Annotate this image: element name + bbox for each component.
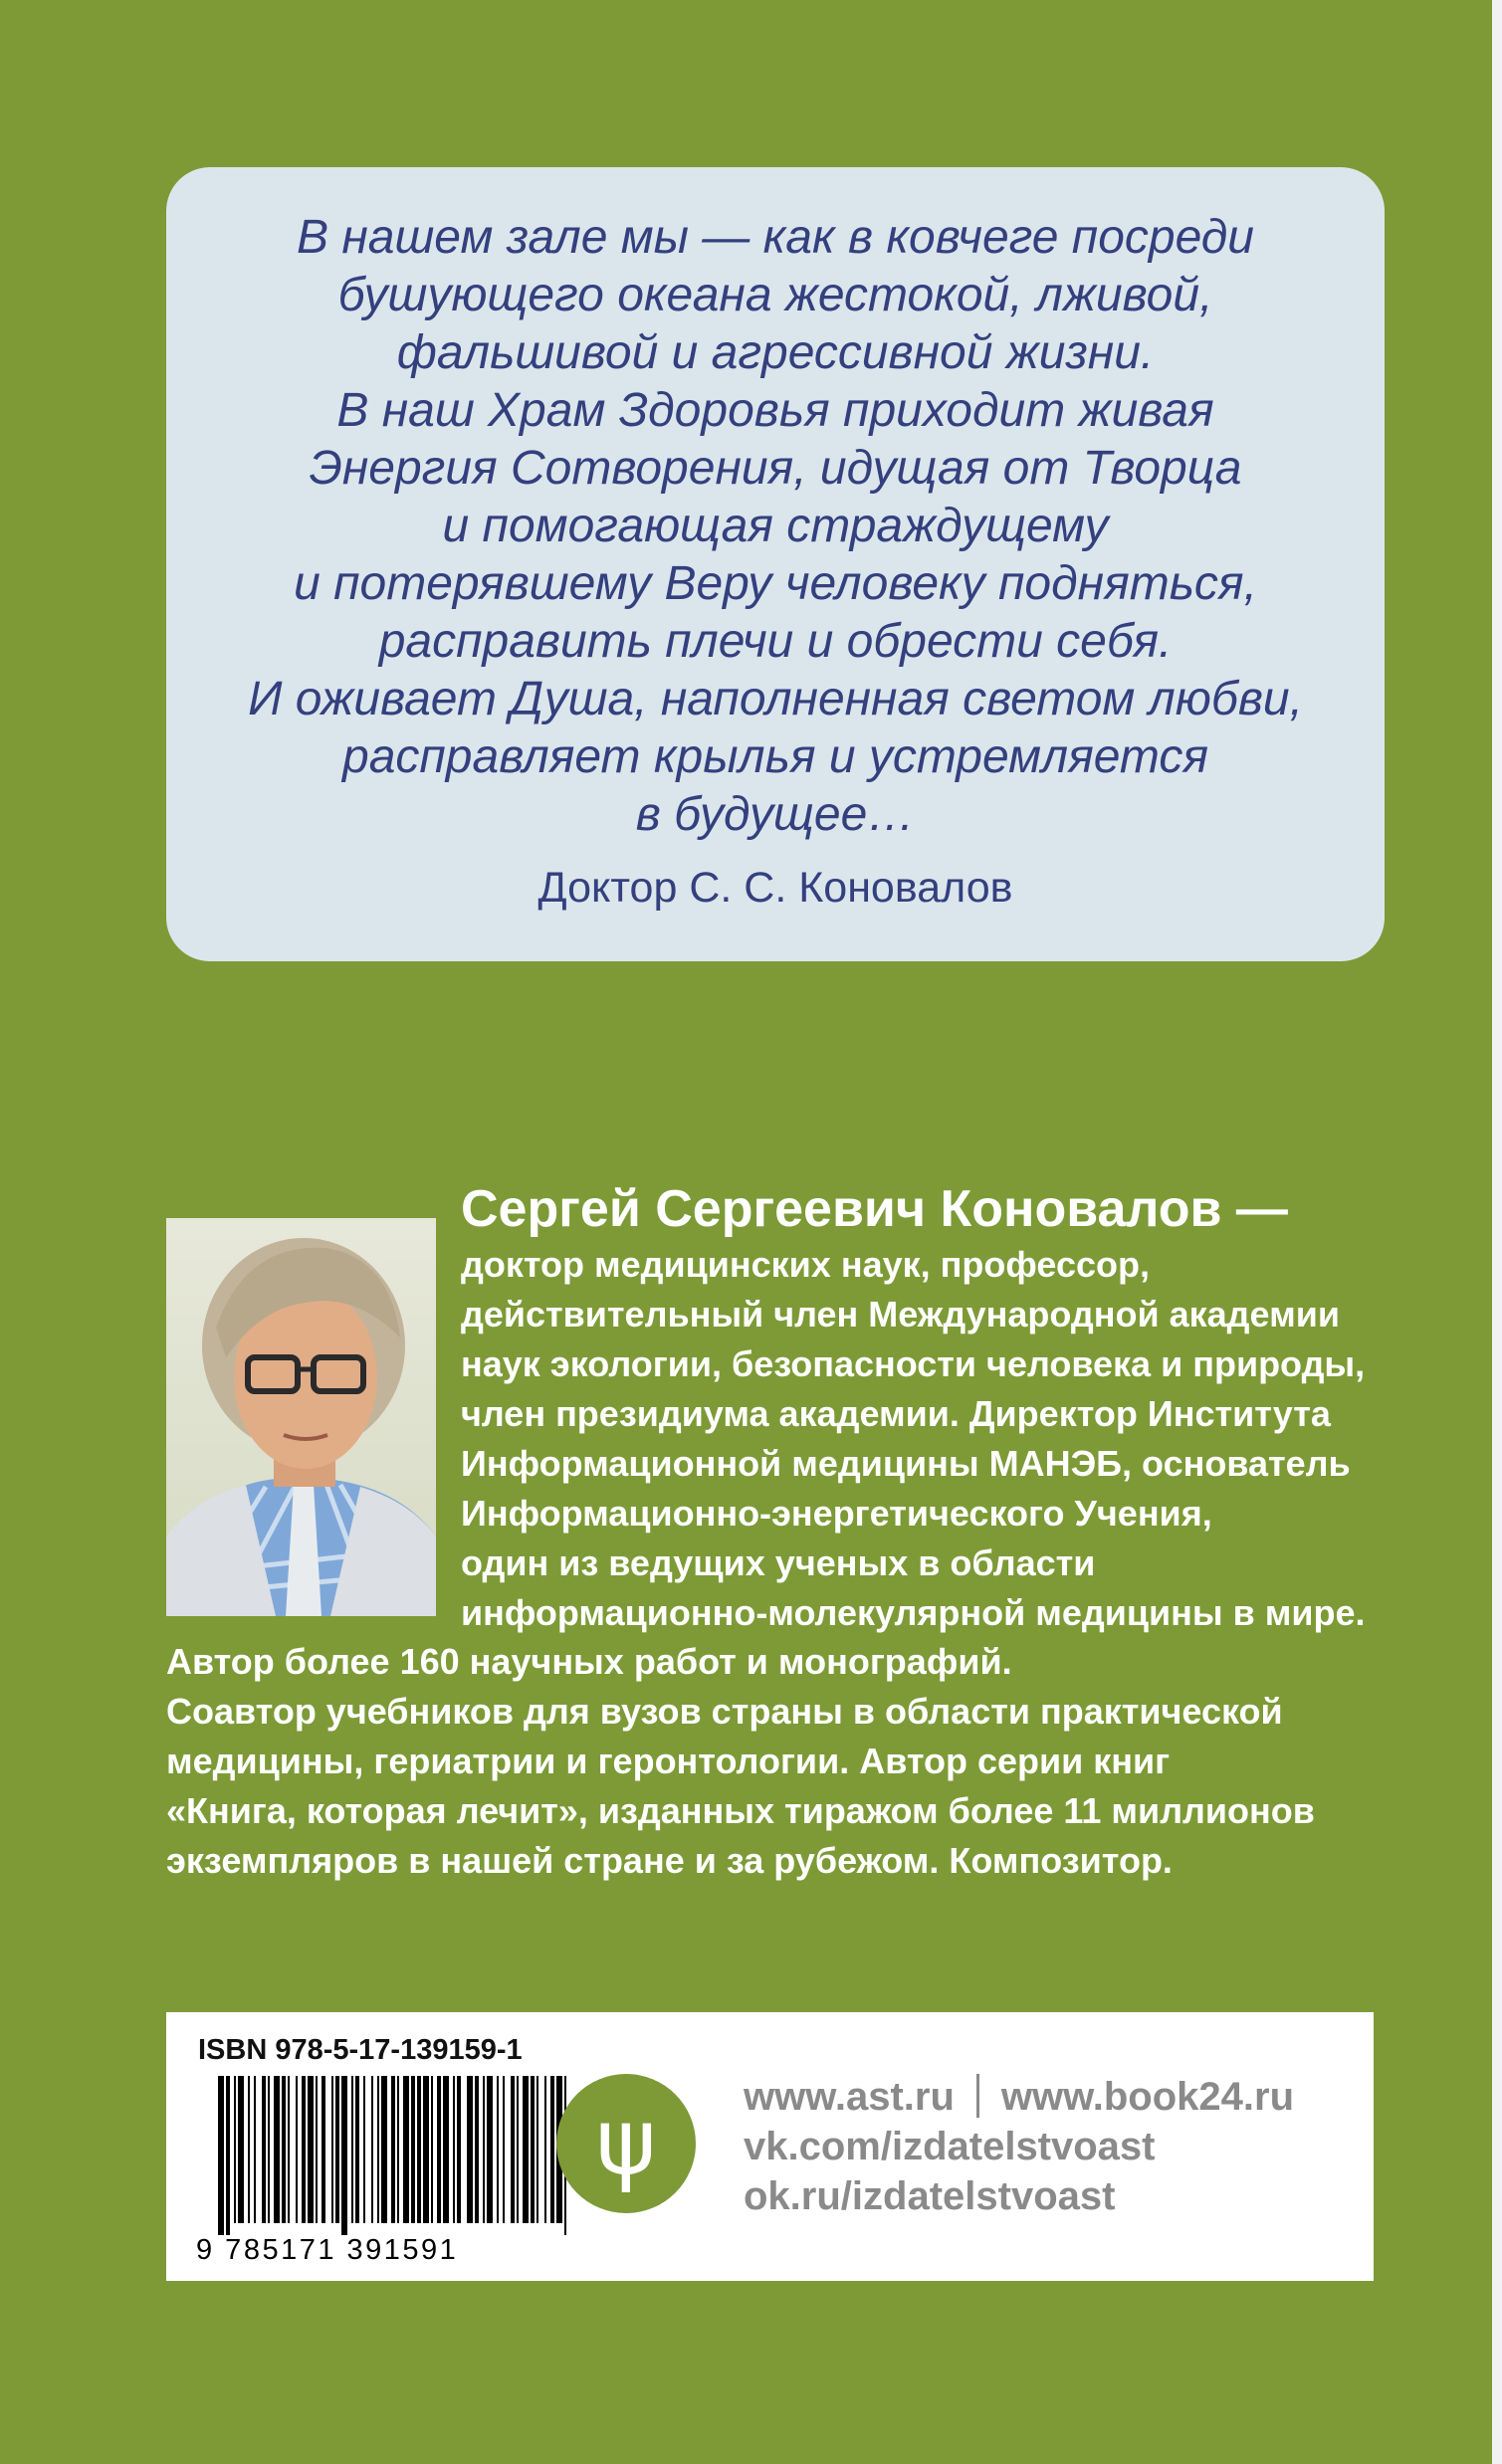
quote-text [166, 209, 1385, 844]
quote-signature: Доктор С. С. Коновалов [537, 864, 1013, 912]
bio-line: наук экологии, безопасности человека и природы, [461, 1343, 1366, 1384]
quote-line: И оживает Душа, наполненная светом любви, [248, 673, 1303, 725]
publisher-links [744, 2072, 1294, 2221]
quote-line: расправляет крылья и устремляется [342, 730, 1208, 783]
author-portrait-icon [166, 1218, 436, 1616]
quote-line: расправить плечи и обрести себя. [378, 615, 1173, 668]
bio-line: Автор более 160 научных работ и монографий. [166, 1641, 1012, 1682]
author-photo [166, 1218, 436, 1616]
author-bio-bottom [166, 1637, 1315, 1886]
logo-glyph: ψ [595, 2089, 657, 2195]
author-bio-top [461, 1240, 1366, 1638]
cover-edge [1492, 0, 1502, 2464]
quote-line: В наш Храм Здоровья приходит живая [336, 384, 1214, 437]
quote-line: в будущее… [635, 788, 916, 841]
quote-line: и помогающая страждущему [442, 500, 1109, 552]
link-book24[interactable]: www.book24.ru [1000, 2075, 1295, 2119]
bio-line: Информационной медицины МАНЭБ, основатель [461, 1443, 1351, 1484]
quote-line: бушующего океана жестокой, лживой, [337, 269, 1213, 321]
publisher-logo-icon [556, 2074, 696, 2213]
author-name: Сергей Сергеевич Коновалов — [461, 1180, 1288, 1238]
bio-line: один из ведущих ученых в области [461, 1542, 1096, 1583]
bio-line: член президиума академии. Директор Института [461, 1393, 1331, 1434]
link-vk[interactable]: vk.com/izdatelstvoast [744, 2125, 1156, 2168]
bio-line: Информационно-энергетического Учения, [461, 1493, 1212, 1534]
barcode-digits: 9 785171 391591 [196, 2234, 459, 2265]
bio-line: «Книга, которая лечит», изданных тиражом более 11 миллионов [166, 1790, 1315, 1831]
barcode-icon [194, 2076, 586, 2265]
quote-line: и потерявшему Веру человеку подняться, [294, 557, 1257, 610]
isbn-label: ISBN 978-5-17-139159-1 [198, 2034, 523, 2066]
bio-line: экземпляров в нашей стране и за рубежом. Композитор. [166, 1840, 1173, 1881]
link-ok[interactable]: ok.ru/izdatelstvoast [744, 2174, 1116, 2218]
imprint-panel [166, 2012, 1374, 2281]
quote-line: В нашем зале мы — как в ковчеге посреди [297, 211, 1254, 264]
bio-line: действительный член Международной академии [461, 1294, 1340, 1335]
link-separator [976, 2074, 979, 2118]
bio-line: медицины, гериатрии и геронтологии. Автор серии книг [166, 1741, 1171, 1781]
bio-line: доктор медицинских наук, профессор, [461, 1244, 1150, 1285]
quote-line: Энергия Сотворения, идущая от Творца [309, 442, 1242, 495]
quote-line: фальшивой и агрессивной жизни. [396, 326, 1155, 379]
bio-line: Соавтор учебников для вузов страны в области практической [166, 1691, 1283, 1732]
bio-line: информационно-молекулярной медицины в мире. [461, 1592, 1366, 1633]
quote-box [166, 167, 1385, 961]
link-ast[interactable]: www.ast.ru [744, 2075, 955, 2119]
